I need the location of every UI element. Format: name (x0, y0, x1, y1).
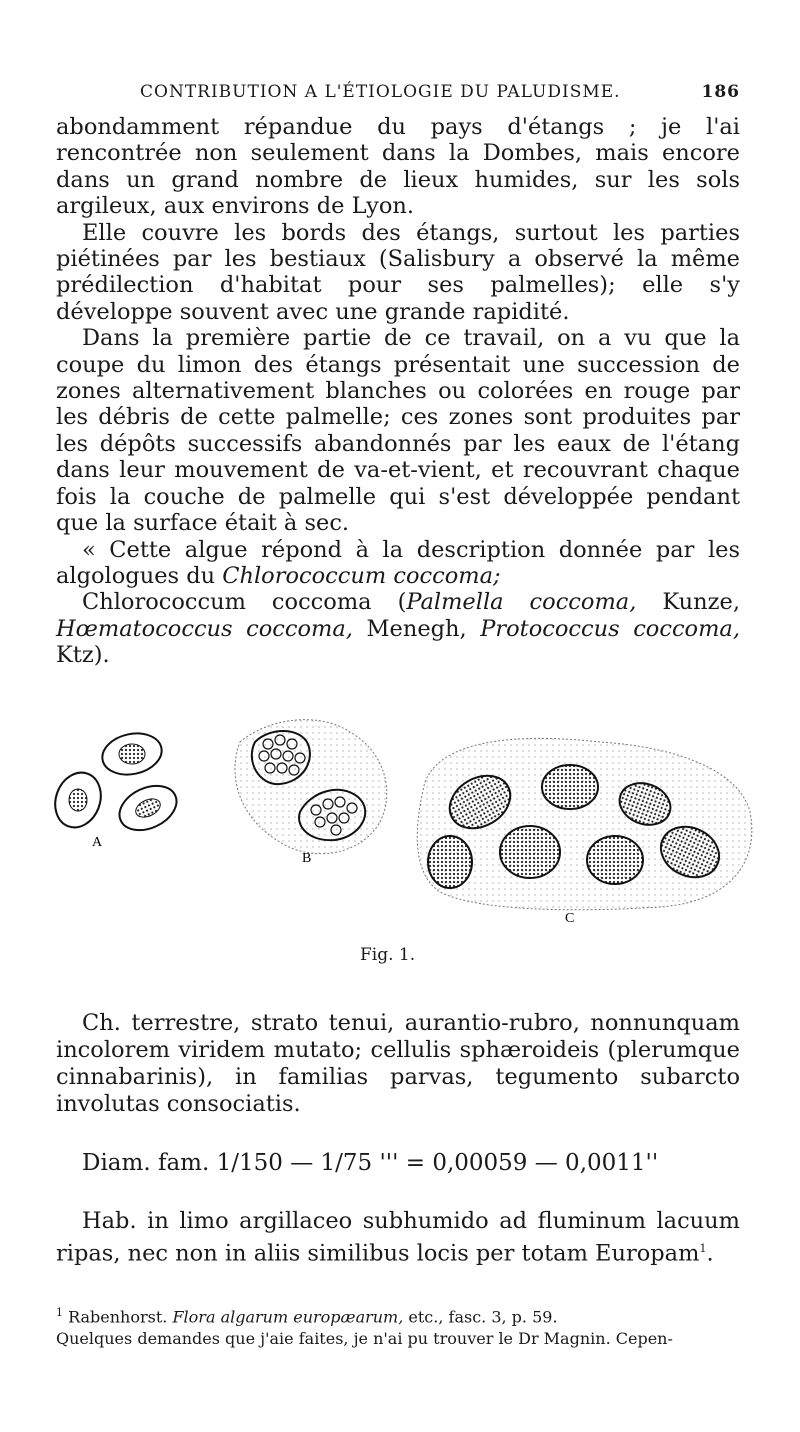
cell-group-c (417, 738, 752, 909)
latin-description (56, 1010, 740, 1118)
footnote-1-author: Rabenhorst. (63, 1307, 173, 1327)
footnotes (56, 1302, 746, 1350)
running-header (140, 82, 740, 102)
paragraph-3: Dans la première partie de ce travail, on a vu que la coupe du limon des étangs présentait une succession de zones alternativement blanches ou colorées en rouge par les débris de cette palmelle; ces zones sont produites par les dépôts successifs abandonnés par les eaux de l'étang dans leur mouvement de va-et-vient, et recouvrant chaque fois la couche de palmelle qui s'est développée pendant que la surface était à sec. (56, 325, 740, 537)
running-title: CONTRIBUTION A L'ÉTIOLOGIE DU PALUDISME. (140, 82, 621, 102)
synonymy-start: Chlorococcum coccoma ( (82, 589, 407, 616)
quote-intro: « Cette algue répond à la description donnée par les algologues du (56, 536, 740, 589)
habitat-paragraph (56, 1208, 740, 1268)
cell-group-b (235, 720, 387, 854)
cell-group-a (48, 728, 184, 839)
diameter-line: Diam. fam. 1/150 — 1/75 ''' = 0,00059 — 0,0011'' (82, 1150, 659, 1176)
footnote-ref: 1 (699, 1242, 707, 1255)
footnote-1-marker: 1 (56, 1306, 63, 1319)
label-a: A (92, 835, 103, 850)
paragraph-2: Elle couvre les bords des étangs, surtout les parties piétinées par les bestiaux (Salisbury a observé la même prédilection d'habitat pour ses palmelles); elle s'y développe souvent avec une grande rapidité. (56, 219, 740, 325)
latin-paragraph: Ch. terrestre, strato tenui, aurantio-rubro, nonnunquam incolorem viridem mutato; cellulis sphæroideis (plerumque cinnabarinis), in familias parvas, tegumento subarcto involutas consociatis. (56, 1010, 740, 1117)
footnote-1 (56, 1302, 746, 1328)
footnote-1-title: Flora algarum europæarum, (172, 1307, 404, 1327)
paragraph-4 (56, 537, 740, 590)
species-name: Chlorococcum coccoma; (222, 562, 501, 589)
habitat-description (56, 1208, 740, 1268)
label-c: C (565, 911, 575, 926)
habitat-end: . (706, 1240, 714, 1267)
page-number: 186 (701, 82, 740, 102)
author-ktz: Ktz). (56, 642, 110, 669)
synonym-palmella: Palmella coccoma, (406, 589, 637, 616)
figure-1 (40, 712, 770, 962)
synonym-haematococcus: Hœmatococcus coccoma, (56, 615, 353, 642)
footnote-1-ref: etc., fasc. 3, p. 59. (403, 1307, 558, 1327)
label-b: B (302, 851, 312, 866)
paragraph-5 (56, 589, 740, 668)
algae-illustration (40, 712, 770, 962)
author-kunze: Kunze, (636, 589, 740, 616)
footnote-2: Quelques demandes que j'aie faites, je n'ai pu trouver le Dr Magnin. Cepen- (56, 1329, 673, 1349)
synonym-protococcus: Protococcus coccoma, (480, 615, 740, 642)
habitat-text: Hab. in limo argillaceo subhumido ad fluminum lacuum ripas, nec non in aliis similibus locis per totam Europam (56, 1208, 740, 1267)
figure-caption: Fig. 1. (360, 945, 416, 965)
main-text (56, 114, 740, 669)
author-menegh: Menegh, (352, 615, 481, 642)
paragraph-1: abondamment répandue du pays d'étangs ; je l'ai rencontrée non seulement dans la Dombes, mais encore dans un grand nombre de lieux humides, sur les sols argileux, aux environs de Lyon. (56, 114, 740, 220)
